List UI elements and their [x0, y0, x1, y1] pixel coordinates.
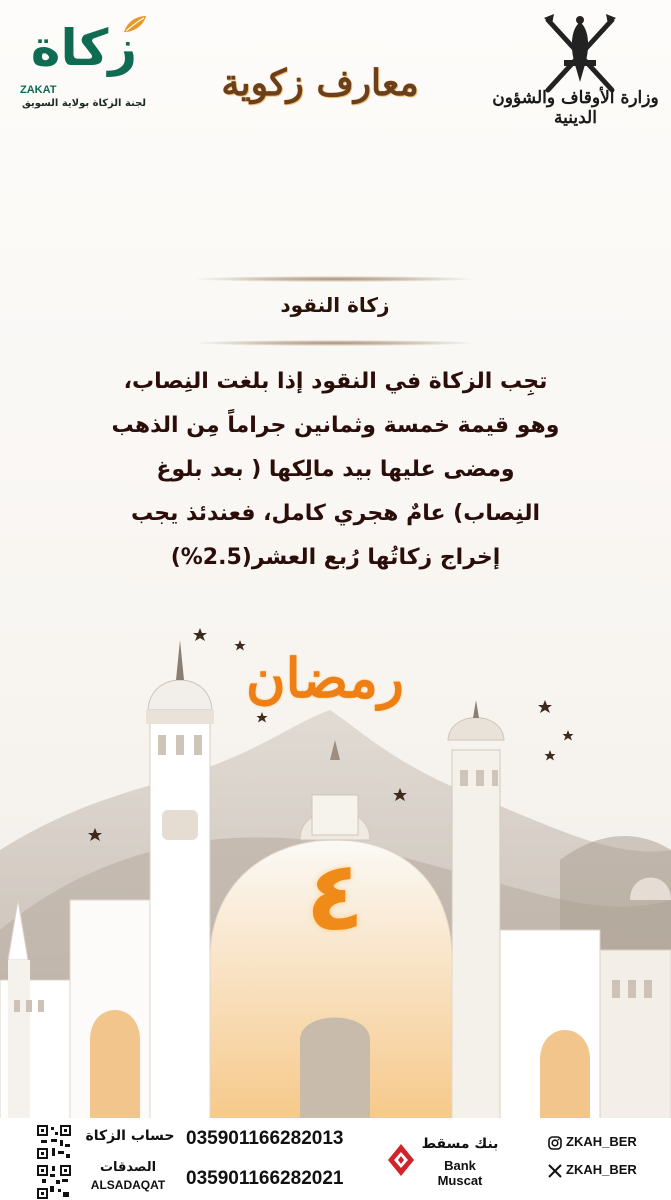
ministry-name: وزارة الأوقاف والشؤون الدينية — [492, 88, 659, 128]
day-number: ٤ — [305, 840, 365, 952]
sadaqat-label-latin: ALSADAQAT — [90, 1178, 166, 1192]
zakat-account-number: 035901166282013 — [186, 1128, 344, 1149]
section-title: زكاة النقود — [280, 293, 390, 317]
page-title: معارف زكوية — [221, 62, 419, 104]
ramadan-title: رمضان — [246, 646, 404, 710]
footer — [0, 1118, 671, 1200]
sadaqat-account-number: 035901166282021 — [186, 1168, 344, 1189]
zakat-logo-word: زكاة — [30, 19, 138, 77]
qr-code-icon — [36, 1124, 72, 1160]
bank-name-arabic: بنك مسقط — [421, 1136, 499, 1152]
body-line: إخراج زكاتُها رُبع العشر(2.5%) — [170, 545, 501, 570]
zakat-account-label: حساب الزكاة — [85, 1128, 175, 1144]
divider-top — [195, 276, 475, 282]
body-line: وهو قيمة خمسة وثمانين جراماً مِن الذهب — [111, 413, 560, 438]
body-line: ومضى عليها بيد مالِكها ( بعد بلوغ — [156, 457, 515, 482]
national-emblem-icon — [530, 10, 630, 100]
x-logo-icon — [548, 1164, 562, 1178]
instagram-handle[interactable] — [548, 1134, 666, 1154]
zakat-logo-latin: ZAKAT — [20, 84, 57, 96]
x-handle-text: ZKAH_BER — [566, 1162, 637, 1177]
body-line: النِصاب) عامٌ هجري كامل، فعندئذ يجب — [130, 501, 541, 526]
x-handle[interactable] — [548, 1162, 666, 1182]
instagram-handle-text: ZKAH_BER — [566, 1134, 637, 1149]
sadaqat-label: الصدقات — [99, 1160, 157, 1175]
zakat-committee-name: لجنة الزكاة بولاية السويق — [21, 98, 147, 109]
instagram-icon — [548, 1136, 562, 1150]
body-text — [40, 360, 631, 580]
zakat-logo — [14, 14, 154, 114]
bank-name-english: Bank Muscat — [437, 1158, 483, 1188]
body-line: تجِب الزكاة في النقود إذا بلغت النِصاب، — [123, 369, 548, 394]
qr-code-icon — [36, 1164, 72, 1200]
divider-bottom — [195, 340, 475, 346]
bank-muscat-logo-icon — [386, 1142, 416, 1178]
